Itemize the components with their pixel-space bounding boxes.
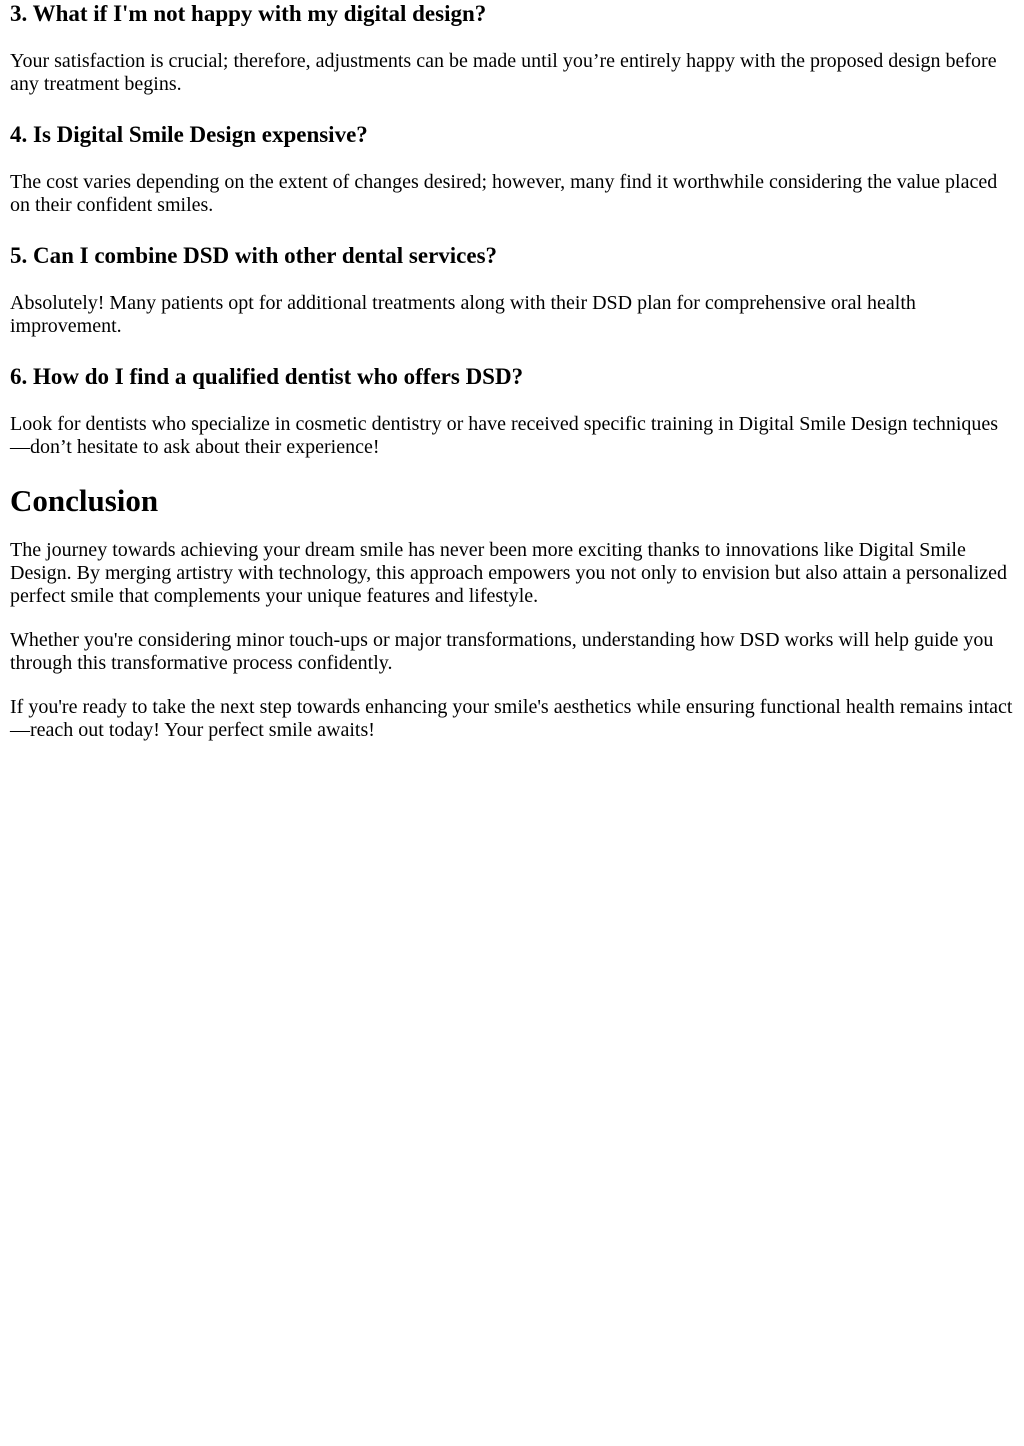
conclusion-heading: Conclusion xyxy=(10,483,159,518)
faq-answer: Absolutely! Many patients opt for additional treatments along with their DSD plan for comprehensive oral health improvement. xyxy=(10,292,916,337)
faq-question: 3. What if I'm not happy with my digital design? xyxy=(10,1,487,26)
faq-question: 4. Is Digital Smile Design expensive? xyxy=(10,122,368,147)
conclusion-section xyxy=(10,483,1014,742)
faq-section xyxy=(10,0,1014,459)
faq-answer: Look for dentists who specialize in cosmetic dentistry or have received specific training in Digital Smile Design techniques—don’t hesitate to ask about their experience! xyxy=(10,413,999,458)
conclusion-paragraph: The journey towards achieving your dream smile has never been more exciting thanks to innovations like Digital Smile Design. By merging artistry with technology, this approach empowers you not only to envision but also attain a personalized perfect smile that complements your unique features and lifestyle. xyxy=(10,539,1008,607)
faq-question: 6. How do I find a qualified dentist who offers DSD? xyxy=(10,364,524,389)
conclusion-paragraph: If you're ready to take the next step towards enhancing your smile's aesthetics while ensuring functional health remains intact—reach out today! Your perfect smile awaits! xyxy=(10,696,1013,741)
faq-question: 5. Can I combine DSD with other dental services? xyxy=(10,243,498,268)
faq-answer: The cost varies depending on the extent of changes desired; however, many find it worthwhile considering the value placed on their confident smiles. xyxy=(10,171,998,216)
conclusion-paragraph: Whether you're considering minor touch-ups or major transformations, understanding how DSD works will help guide you through this transformative process confidently. xyxy=(10,629,994,674)
faq-answer: Your satisfaction is crucial; therefore, adjustments can be made until you’re entirely happy with the proposed design before any treatment begins. xyxy=(10,50,997,95)
